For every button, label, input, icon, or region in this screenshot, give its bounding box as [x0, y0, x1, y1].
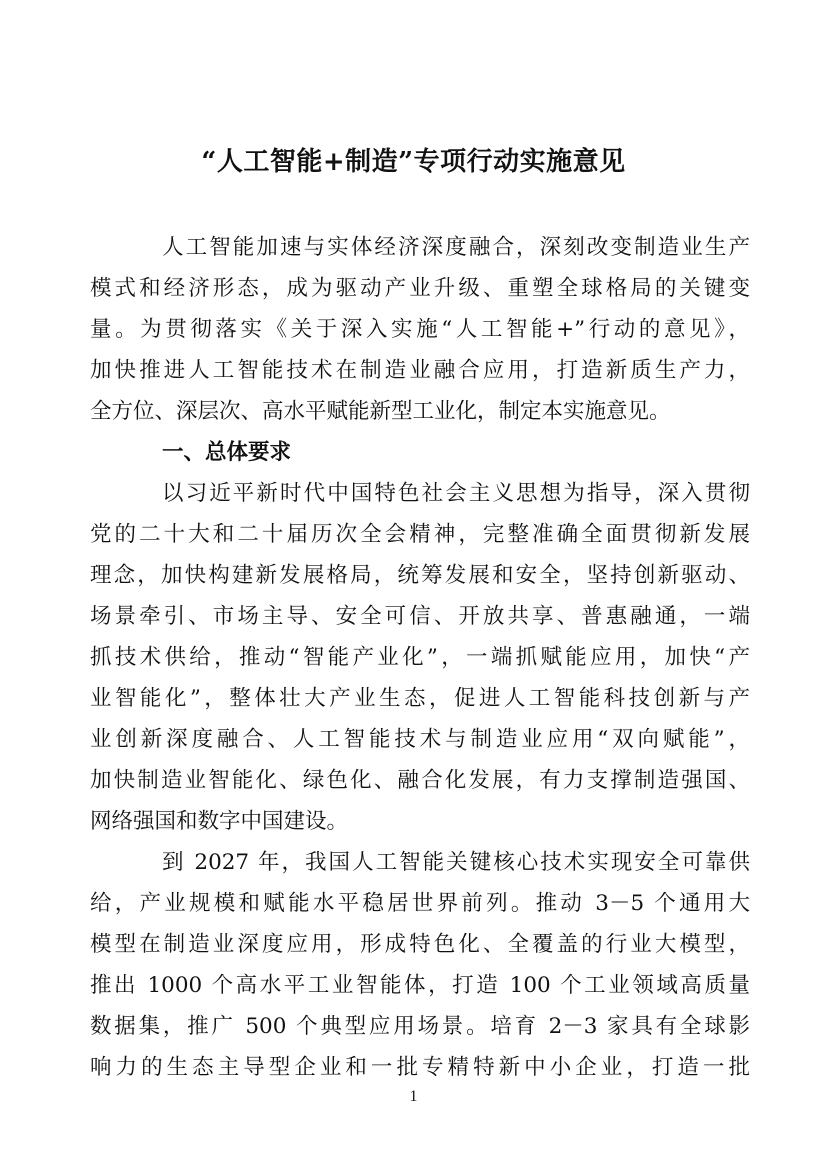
- paragraph-intro-line: 全方位、深层次、高水平赋能新型工业化，制定本实施意见。: [90, 399, 671, 424]
- paragraph-guiding-line: 业智能化”，整体壮大产业生态，促进人工智能科技创新与产: [90, 686, 750, 711]
- paragraph-goals-line: 响力的生态主导型企业和一批专精特新中小企业，打造一批: [90, 1055, 750, 1080]
- paragraph-intro-line: 加快推进人工智能技术在制造业融合应用，打造新质生产力，: [90, 358, 750, 383]
- paragraph-guiding-line: 以习近平新时代中国特色社会主义思想为指导，深入贯彻: [162, 481, 750, 506]
- paragraph-intro-line: 模式和经济形态，成为驱动产业升级、重塑全球格局的关键变: [90, 276, 750, 301]
- paragraph-goals-line: 数据集，推广 500 个典型应用场景。培育 2－3 家具有全球影: [90, 1014, 750, 1039]
- page-number: 1: [409, 1088, 418, 1105]
- paragraph-guiding-line: 业创新深度融合、人工智能技术与制造业应用“双向赋能”，: [90, 727, 750, 752]
- paragraph-guiding-line: 抓技术供给，推动“智能产业化”，一端抓赋能应用，加快“产: [90, 645, 750, 670]
- document-body: [90, 227, 750, 1088]
- paragraph-guiding-line: 加快制造业智能化、绿色化、融合化发展，有力支撑制造强国、: [90, 768, 750, 793]
- paragraph-intro-line: 人工智能加速与实体经济深度融合，深刻改变制造业生产: [162, 235, 750, 260]
- paragraph-goals-line: 给，产业规模和赋能水平稳居世界前列。推动 3－5 个通用大: [90, 891, 750, 916]
- paragraph-guiding-line: 理念，加快构建新发展格局，统筹发展和安全，坚持创新驱动、: [90, 563, 750, 588]
- paragraph-guiding-line: 网络强国和数字中国建设。: [90, 809, 349, 834]
- paragraph-goals-line: 模型在制造业深度应用，形成特色化、全覆盖的行业大模型，: [90, 932, 750, 957]
- paragraph-guiding-line: 党的二十大和二十届历次全会精神，完整准确全面贯彻新发展: [90, 522, 750, 547]
- paragraph-goals-line: 推出 1000 个高水平工业智能体，打造 100 个工业领域高质量: [90, 973, 750, 998]
- section-heading-general-requirements: 一、总体要求: [162, 440, 292, 465]
- paragraph-intro-line: 量。为贯彻落实《关于深入实施“人工智能+”行动的意见》，: [90, 317, 750, 342]
- paragraph-guiding-line: 场景牵引、市场主导、安全可信、开放共享、普惠融通，一端: [90, 604, 750, 629]
- paragraph-goals-line: 到 2027 年，我国人工智能关键核心技术实现安全可靠供: [162, 850, 750, 875]
- document-title: “人工智能+制造”专项行动实施意见: [201, 147, 626, 177]
